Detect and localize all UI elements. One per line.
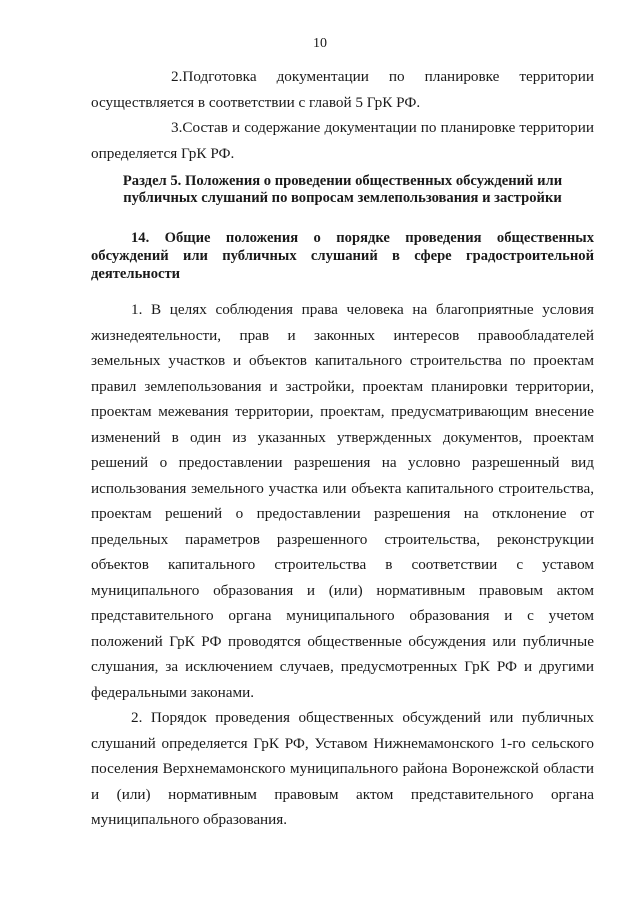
paragraph-number: 2. bbox=[171, 68, 183, 85]
section-heading-line-1: Раздел 5. Положения о проведении общественных обсуждений или bbox=[122, 173, 563, 189]
paragraph-item-3 bbox=[91, 115, 594, 166]
page-number: 10 bbox=[313, 36, 327, 51]
paragraph-text: Подготовка документации по планировке территории осуществляется в соответствии с главой 5 ГрК РФ. bbox=[91, 68, 594, 111]
section-heading-line-2: публичных слушаний по вопросам землепользования и застройки bbox=[123, 190, 562, 206]
document-body bbox=[91, 64, 594, 833]
article-paragraph-1: 1. В целях соблюдения права человека на благоприятные условия жизнедеятельности, прав и законных интересов правообладателей земельных участков и объектов капитального строительства по проектам правил землепользования и застройки, проектам планировки территории, проектам межевания территории, проектам, предусматривающим внесение изменений в один из указанных утвержденных документов, проектам решений о предоставлении разрешения на условно разрешенный вид использования земельного участка или объекта капитального строительства, проектам решений о предоставлении разрешения на отклонение от предельных параметров разрешенного строительства, реконструкции объектов капитального строительства в соответствии с уставом муниципального образования и (или) нормативным правовым актом представительного органа муниципального образования и с учетом положений ГрК РФ проводятся общественные обсуждения или публичные слушания, за исключением случаев, предусмотренных ГрК РФ и другими федеральными законами. bbox=[91, 301, 594, 701]
section-heading bbox=[91, 173, 594, 207]
article-paragraph-2: 2. Порядок проведения общественных обсуждений или публичных слушаний определяется ГрК РФ, Уставом Нижнемамонского 1-го сельского поселения Верхнемамонского муниципального района Воронежской области и (или) нормативным правовым актом представительного органа муниципального образования. bbox=[91, 709, 594, 828]
paragraph-number: 3. bbox=[171, 119, 183, 136]
paragraph-text: Состав и содержание документации по планировке территории определяется ГрК РФ. bbox=[91, 119, 594, 162]
article-heading: 14. Общие положения о порядке проведения общественных обсуждений или публичных слушаний в сфере градостроительной деятельности bbox=[91, 230, 594, 282]
paragraph-item-2 bbox=[91, 64, 594, 115]
